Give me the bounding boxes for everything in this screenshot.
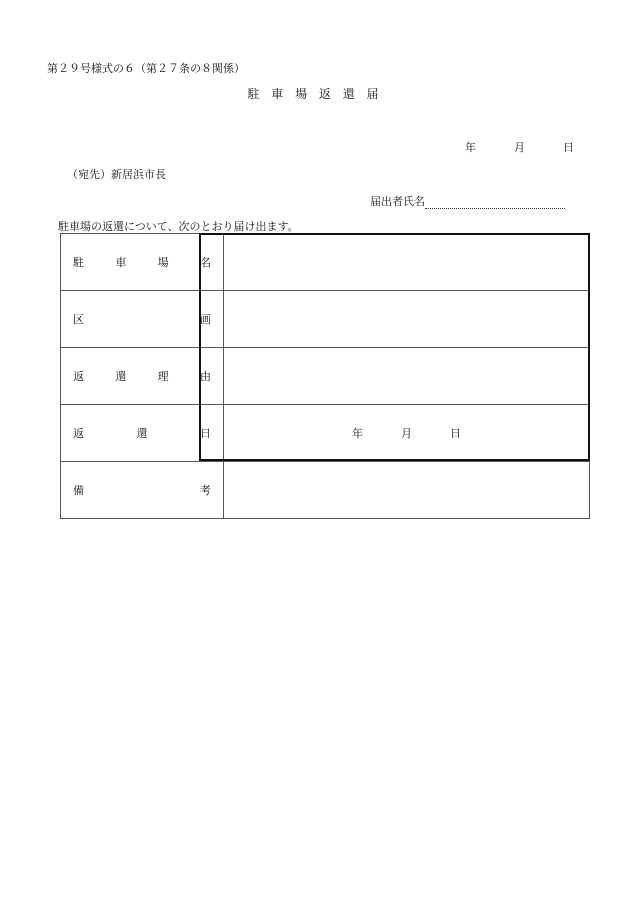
table-row [61,462,590,519]
date-month-label: 月 [514,141,525,154]
table-row [61,405,590,462]
applicant-name-label: 届出者氏名 [370,195,425,208]
form-number: 第２９号様式の６（第２７条の８関係） [47,62,245,75]
table-row [61,348,590,405]
applicant-name-field[interactable] [370,193,565,209]
row-label-remarks: 備 考 [61,462,224,519]
table-row [61,291,590,348]
section-field[interactable] [224,291,590,348]
date-year-label: 年 [465,141,476,154]
row-label-section: 区 画 [61,291,224,348]
addressee: （宛先）新居浜市長 [67,168,166,181]
remarks-field[interactable] [224,462,590,519]
date-day-label: 日 [563,141,574,154]
submission-date [465,139,574,155]
return-date-field[interactable] [224,405,590,462]
applicant-name-line[interactable] [425,196,565,209]
form-table [60,233,590,519]
row-label-return-date: 返 還 日 [61,405,224,462]
row-label-parking-name: 駐 車 場 名 [61,234,224,291]
return-date-year: 年 [352,427,363,440]
table-row [61,234,590,291]
return-reason-field[interactable] [224,348,590,405]
intro-text: 駐車場の返還について、次のとおり届け出ます。 [58,220,299,233]
return-date-day: 日 [450,427,461,440]
page-title: 駐 車 場 返 還 届 [247,87,383,101]
row-label-return-reason: 返 還 理 由 [61,348,224,405]
return-date-month: 月 [401,427,412,440]
parking-name-field[interactable] [224,234,590,291]
